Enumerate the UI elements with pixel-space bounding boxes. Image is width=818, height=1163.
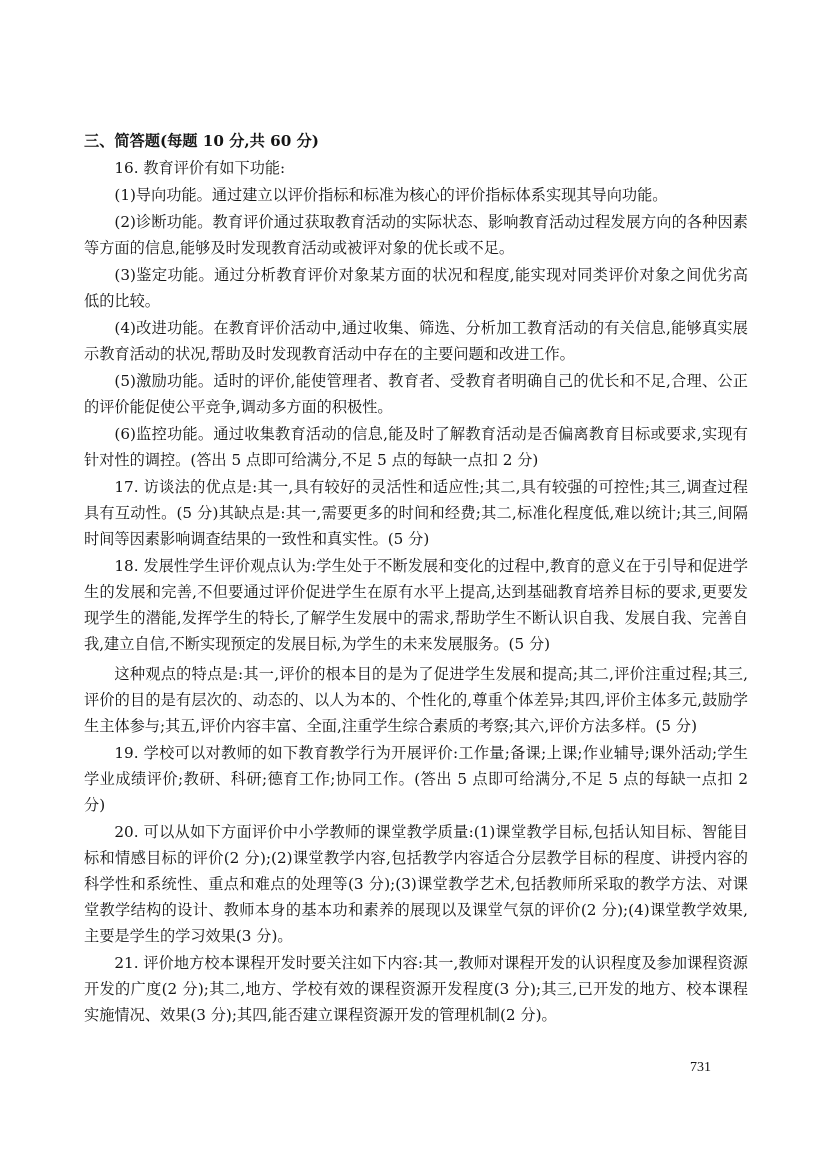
page-number: 731 xyxy=(690,1060,711,1075)
paragraph-q16-item6: (6)监控功能。通过收集教育活动的信息,能及时了解教育活动是否偏离教育目标或要求,实现有针对性的调控。(答出 5 点即可给满分,不足 5 点的每缺一点扣 2 分) xyxy=(84,425,748,469)
paragraph-q16-intro: 16. 教育评价有如下功能: xyxy=(114,159,286,177)
paragraph-q16-item2: (2)诊断功能。教育评价通过获取教育活动的实际状态、影响教育活动过程发展方向的各种因素等方面的信息,能够及时发现教育活动或被评对象的优长或不足。 xyxy=(84,213,748,257)
paragraph-q16-item4: (4)改进功能。在教育评价活动中,通过收集、筛选、分析加工教育活动的有关信息,能够真实展示教育活动的状况,帮助及时发现教育活动中存在的主要问题和改进工作。 xyxy=(84,319,748,363)
paragraph-q16-item3: (3)鉴定功能。通过分析教育评价对象某方面的状况和程度,能实现对同类评价对象之间优劣高低的比较。 xyxy=(84,266,748,310)
paragraph-q21: 21. 评价地方校本课程开发时要关注如下内容:其一,教师对课程开发的认识程度及参加课程资源开发的广度(2 分);其二,地方、学校有效的课程资源开发程度(3 分);其三,已开发的地方、校本课程实施情况、效果(3 分);其四,能否建立课程资源开发的管理机制(2 分)。 xyxy=(84,954,748,1024)
paragraph-q18-features: 这种观点的特点是:其一,评价的根本目的是为了促进学生发展和提高;其二,评价注重过程;其三,评价的目的是有层次的、动态的、以人为本的、个性化的,尊重个体差异;其四,评价主体多元,鼓励学生主体参与;其五,评价内容丰富、全面,注重学生综合素质的考察;其六,评价方法多样。(5 分) xyxy=(84,665,748,735)
document-body xyxy=(84,128,748,1029)
paragraph-q19: 19. 学校可以对教师的如下教育教学行为开展评价:工作量;备课;上课;作业辅导;课外活动;学生学业成绩评价;教研、科研;德育工作;协同工作。(答出 5 点即可给满分,不足 5 点的每缺一点扣 2 分) xyxy=(84,744,748,814)
paragraph-q18: 18. 发展性学生评价观点认为:学生处于不断发展和变化的过程中,教育的意义在于引导和促进学生的发展和完善,不但要通过评价促进学生在原有水平上提高,达到基础教育培养目标的要求,更要发现学生的潜能,发挥学生的特长,了解学生发展中的需求,帮助学生不断认识自我、发展自我、完善自我,建立自信,不断实现预定的发展目标,为学生的未来发展服务。(5 分) xyxy=(84,557,748,653)
paragraph-q16-item5: (5)激励功能。适时的评价,能使管理者、教育者、受教育者明确自己的优长和不足,合理、公正的评价能促使公平竞争,调动多方面的积极性。 xyxy=(84,372,748,416)
section-heading: 三、简答题(每题 10 分,共 60 分) xyxy=(84,132,319,150)
paragraph-q16-item1: (1)导向功能。通过建立以评价指标和标准为核心的评价指标体系实现其导向功能。 xyxy=(114,186,668,204)
paragraph-q20: 20. 可以从如下方面评价中小学教师的课堂教学质量:(1)课堂教学目标,包括认知目标、智能目标和情感目标的评价(2 分);(2)课堂教学内容,包括教学内容适合分层教学目标的程度、讲授内容的科学性和系统性、重点和难点的处理等(3 分);(3)课堂教学艺术,包括教师所采取的教学方法、对课堂教学结构的设计、教师本身的基本功和素养的展现以及课堂气氛的评价(2 分);(4)课堂教学效果,主要是学生的学习效果(3 分)。 xyxy=(84,823,748,945)
paragraph-q17: 17. 访谈法的优点是:其一,具有较好的灵活性和适应性;其二,具有较强的可控性;其三,调查过程具有互动性。(5 分)其缺点是:其一,需要更多的时间和经费;其二,标准化程度低,难以统计;其三,间隔时间等因素影响调查结果的一致性和真实性。(5 分) xyxy=(84,478,748,548)
